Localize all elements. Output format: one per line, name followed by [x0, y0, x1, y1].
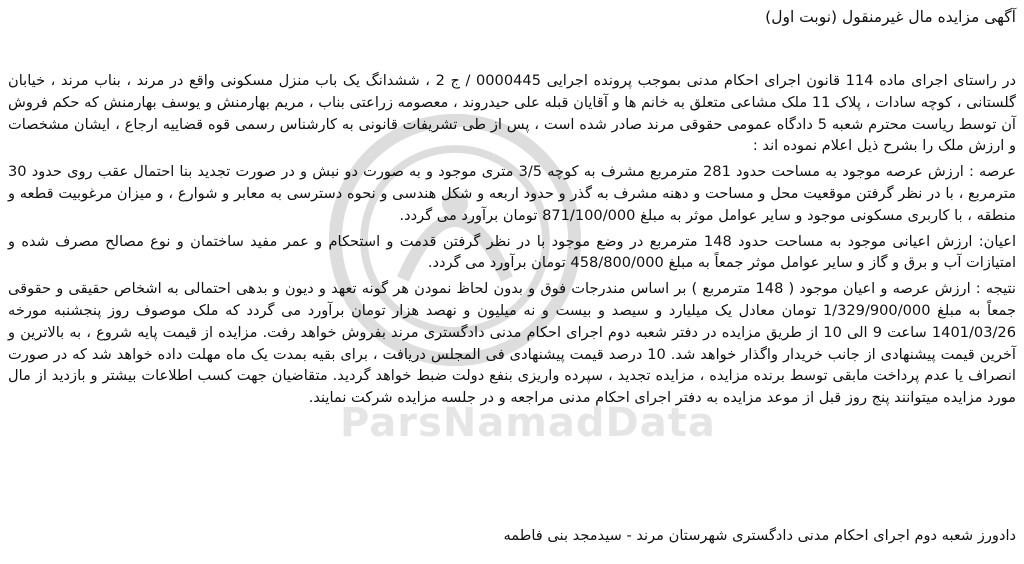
signature-line: دادورز شعبه دوم اجرای احکام مدنی دادگستری شهرستان مرند - سیدمجد بنی فاطمه	[503, 527, 1016, 544]
result-paragraph: نتیجه : ارزش عرصه و اعیان موجود ( 148 مترمربع ) بر اساس مندرجات فوق و بدون لحاظ نمودن هر گونه تعهد و دیون و بدهی احتمالی به اشخاص حقیقی و حقوقی جمعاً به مبلغ 1/329/900/000 تومان معادل یک میلیارد و سیصد و بیست و نه میلیون و نهصد هزار تومان برآورد می گردد که ملک موصوف روز پنجشنبه مورخه 1401/03/26 ساعت 9 الی 10 از طریق مزایده در دفتر شعبه دوم اجرای احکام مدنی دادگستری مرند بفروش خواهد رفت. مزایده از قیمت پایه شروع ، به بالاترین و آخرین قیمت پیشنهادی از جانب خریدار واگذار خواهد شد. 10 درصد قیمت پیشنهادی فی المجلس دریافت ، برای بقیه بمدت یک ماه مهلت داده خواهد شد که در صورت انصراف یا عدم پرداخت مابقی توسط برنده مزایده ، مزایده تجدید ، سپرده واریزی بنفع دولت ضبط خواهد گردید. متقاضیان جهت کسب اطلاعات بیشتر و بازدید از مال مورد مزایده میتوانند پنج روز قبل از موعد مزایده به دفتر اجرای احکام مدنی مراجعه و در جلسه مزایده شرکت نمایند.	[8, 280, 1016, 407]
watermark-text: ParsNamadData	[340, 400, 716, 446]
notice-title: آگهی مزایده مال غیرمنقول (نوبت اول)	[765, 8, 1016, 26]
notice-body	[8, 70, 1016, 413]
land-paragraph: عرصه : ارزش عرصه موجود به مساحت حدود 281 مترمربع مشرف به کوچه 3/5 متری موجود و به صورت دو نبش و در صورت تجدید بنا احتمال عقب روی حدود 30 مترمربع ، با در نظر گرفتن موقعیت محل و مساحت و دهنه مشرف به گذر و حدود اربعه و شکل هندسی و نحوه دسترسی به معابر و شوارع ، و میزان مرغوبیت قطعه و منطقه ، با کاربری مسکونی موجود و سایر عوامل موثر به مبلغ 871/100/000 تومان برآورد می گردد.	[8, 163, 1017, 224]
building-paragraph: اعیان: ارزش اعیانی موجود به مساحت حدود 148 مترمربع در وضع موجود با در نظر گرفتن قدمت و استحکام و عمر مفید ساختمان و نوع مصالح مصرف شده و امتیازات آب و برق و گاز و سایر عوامل موثر جمعاً به مبلغ 458/800/000 تومان برآورد می گردد.	[8, 232, 1016, 272]
intro-paragraph: در راستای اجرای ماده 114 قانون اجرای احکام مدنی بموجب پرونده اجرایی 0000445 / ج 2 ، ششدانگ یک باب منزل مسکونی واقع در مرند ، بناب مرند ، خیابان گلستانی ، کوچه سادات ، پلاک 11 ملک مشاعی متعلق به خانم ها و آقایان قبله علی حیدروند ، معصومه زراعتی بناب ، مریم بهارمنش و یوسف بهارمنش که حکم فروش آن توسط ریاست محترم شعبه 5 دادگاه عمومی حقوقی مرند صادر شده است ، پس از طی تشریفات قانونی به کارشناس رسمی قوه قضاییه ارجاع ، ایشان مشخصات و ارزش ملک را بشرح ذیل اعلام نموده اند :	[8, 72, 1016, 155]
